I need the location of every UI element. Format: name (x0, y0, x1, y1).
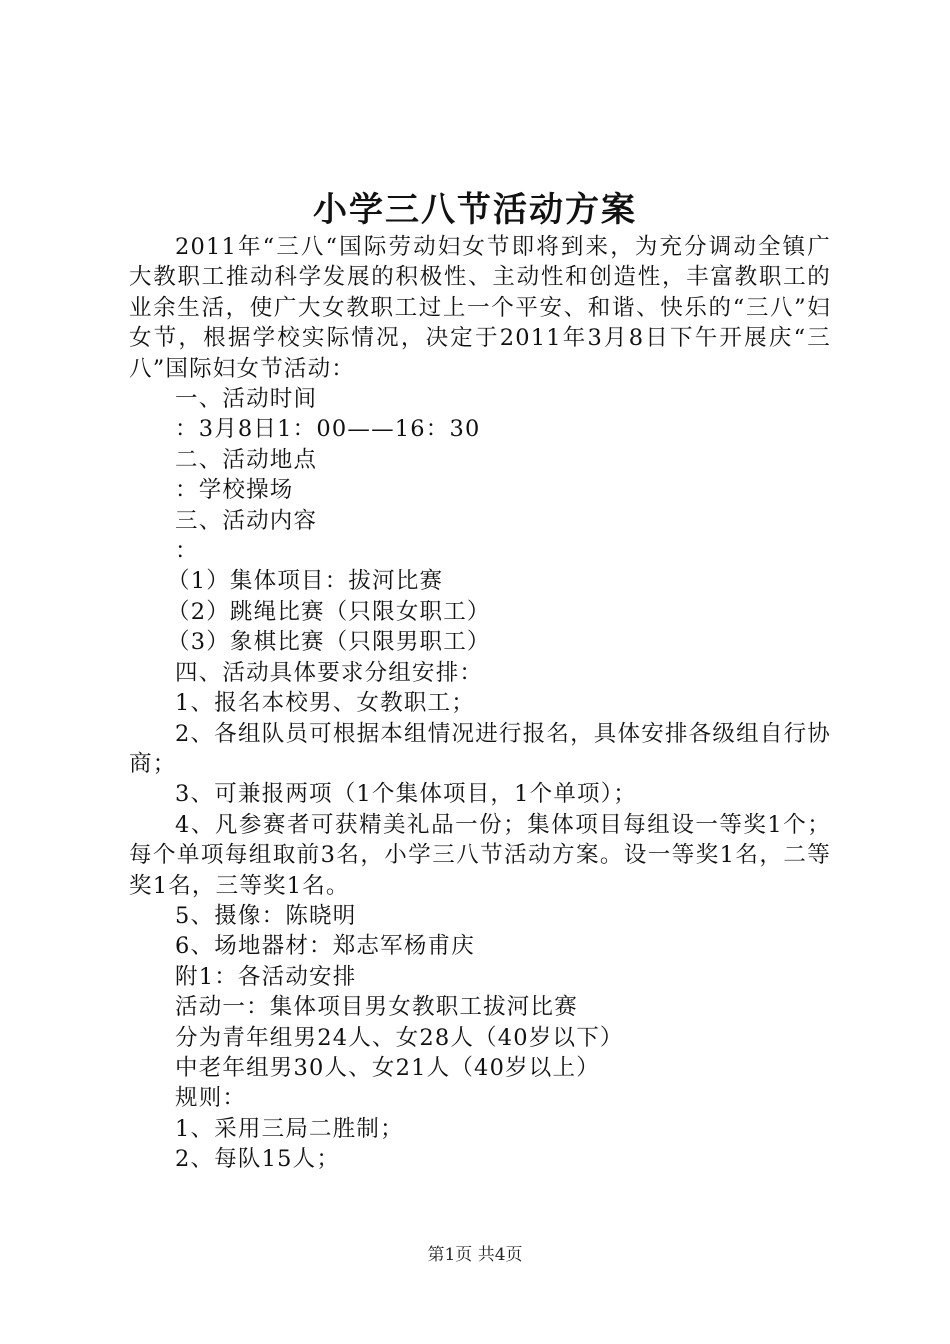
section-heading-content: 三、活动内容 (175, 507, 318, 534)
activity-one-heading: 活动一：集体项目男女教职工拔河比赛 (175, 994, 578, 1021)
requirement-1: 1、报名本校男、女教职工； (175, 690, 475, 717)
section-heading-time: 一、活动时间 (175, 386, 318, 413)
requirement-4: 4、凡参赛者可获精美礼品一份；集体项目每组设一等奖1个；每个单项每组取前3名，小学三八节活动方案。设一等奖1名，二等奖1名，三等奖1名。 (129, 811, 831, 899)
requirement-3: 3、可兼报两项（1个集体项目，1个单项）； (175, 781, 637, 808)
requirement-6: 6、场地器材：郑志军杨甫庆 (175, 933, 475, 960)
intro-paragraph: 2011年“三八“国际劳动妇女节即将到来，为充分调动全镇广大教职工推动科学发展的积极性、主动性和创造性，丰富教职工的业余生活，使广大女教职工过上一个平安、和谐、快乐的“三八”妇女节，根据学校实际情况，决定于2011年3月8日下午开展庆“三八”国际妇女节活动： (129, 234, 831, 382)
rule-1: 1、采用三局二胜制； (175, 1115, 404, 1142)
section-heading-location: 二、活动地点 (175, 446, 318, 473)
content-item-3: （3）象棋比赛（只限男职工） (167, 629, 491, 656)
section-heading-requirements: 四、活动具体要求分组安排： (175, 659, 484, 686)
activity-content-colon: ： (175, 538, 199, 565)
content-item-2: （2）跳绳比赛（只限女职工） (167, 598, 491, 625)
content-item-1: （1）集体项目：拔河比赛 (167, 568, 444, 595)
rule-2: 2、每队15人； (175, 1146, 341, 1173)
rules-heading: 规则： (175, 1085, 247, 1112)
activity-location-value: ：学校操场 (175, 477, 294, 504)
document-body (129, 232, 831, 1175)
activity-time-value: ：3月8日1：00——16：30 (175, 416, 481, 443)
requirement-2: 2、各组队员可根据本组情况进行报名，具体安排各级组自行协商； (129, 720, 831, 777)
requirement-5: 5、摄像：陈晓明 (175, 902, 357, 929)
document-title: 小学三八节活动方案 (313, 190, 637, 230)
youth-group-line: 分为青年组男24人、女28人（40岁以下） (175, 1024, 624, 1051)
appendix-heading: 附1：各活动安排 (175, 963, 357, 990)
page-number: 第1页 共4页 (427, 1245, 523, 1265)
senior-group-line: 中老年组男30人、女21人（40岁以上） (175, 1054, 600, 1081)
